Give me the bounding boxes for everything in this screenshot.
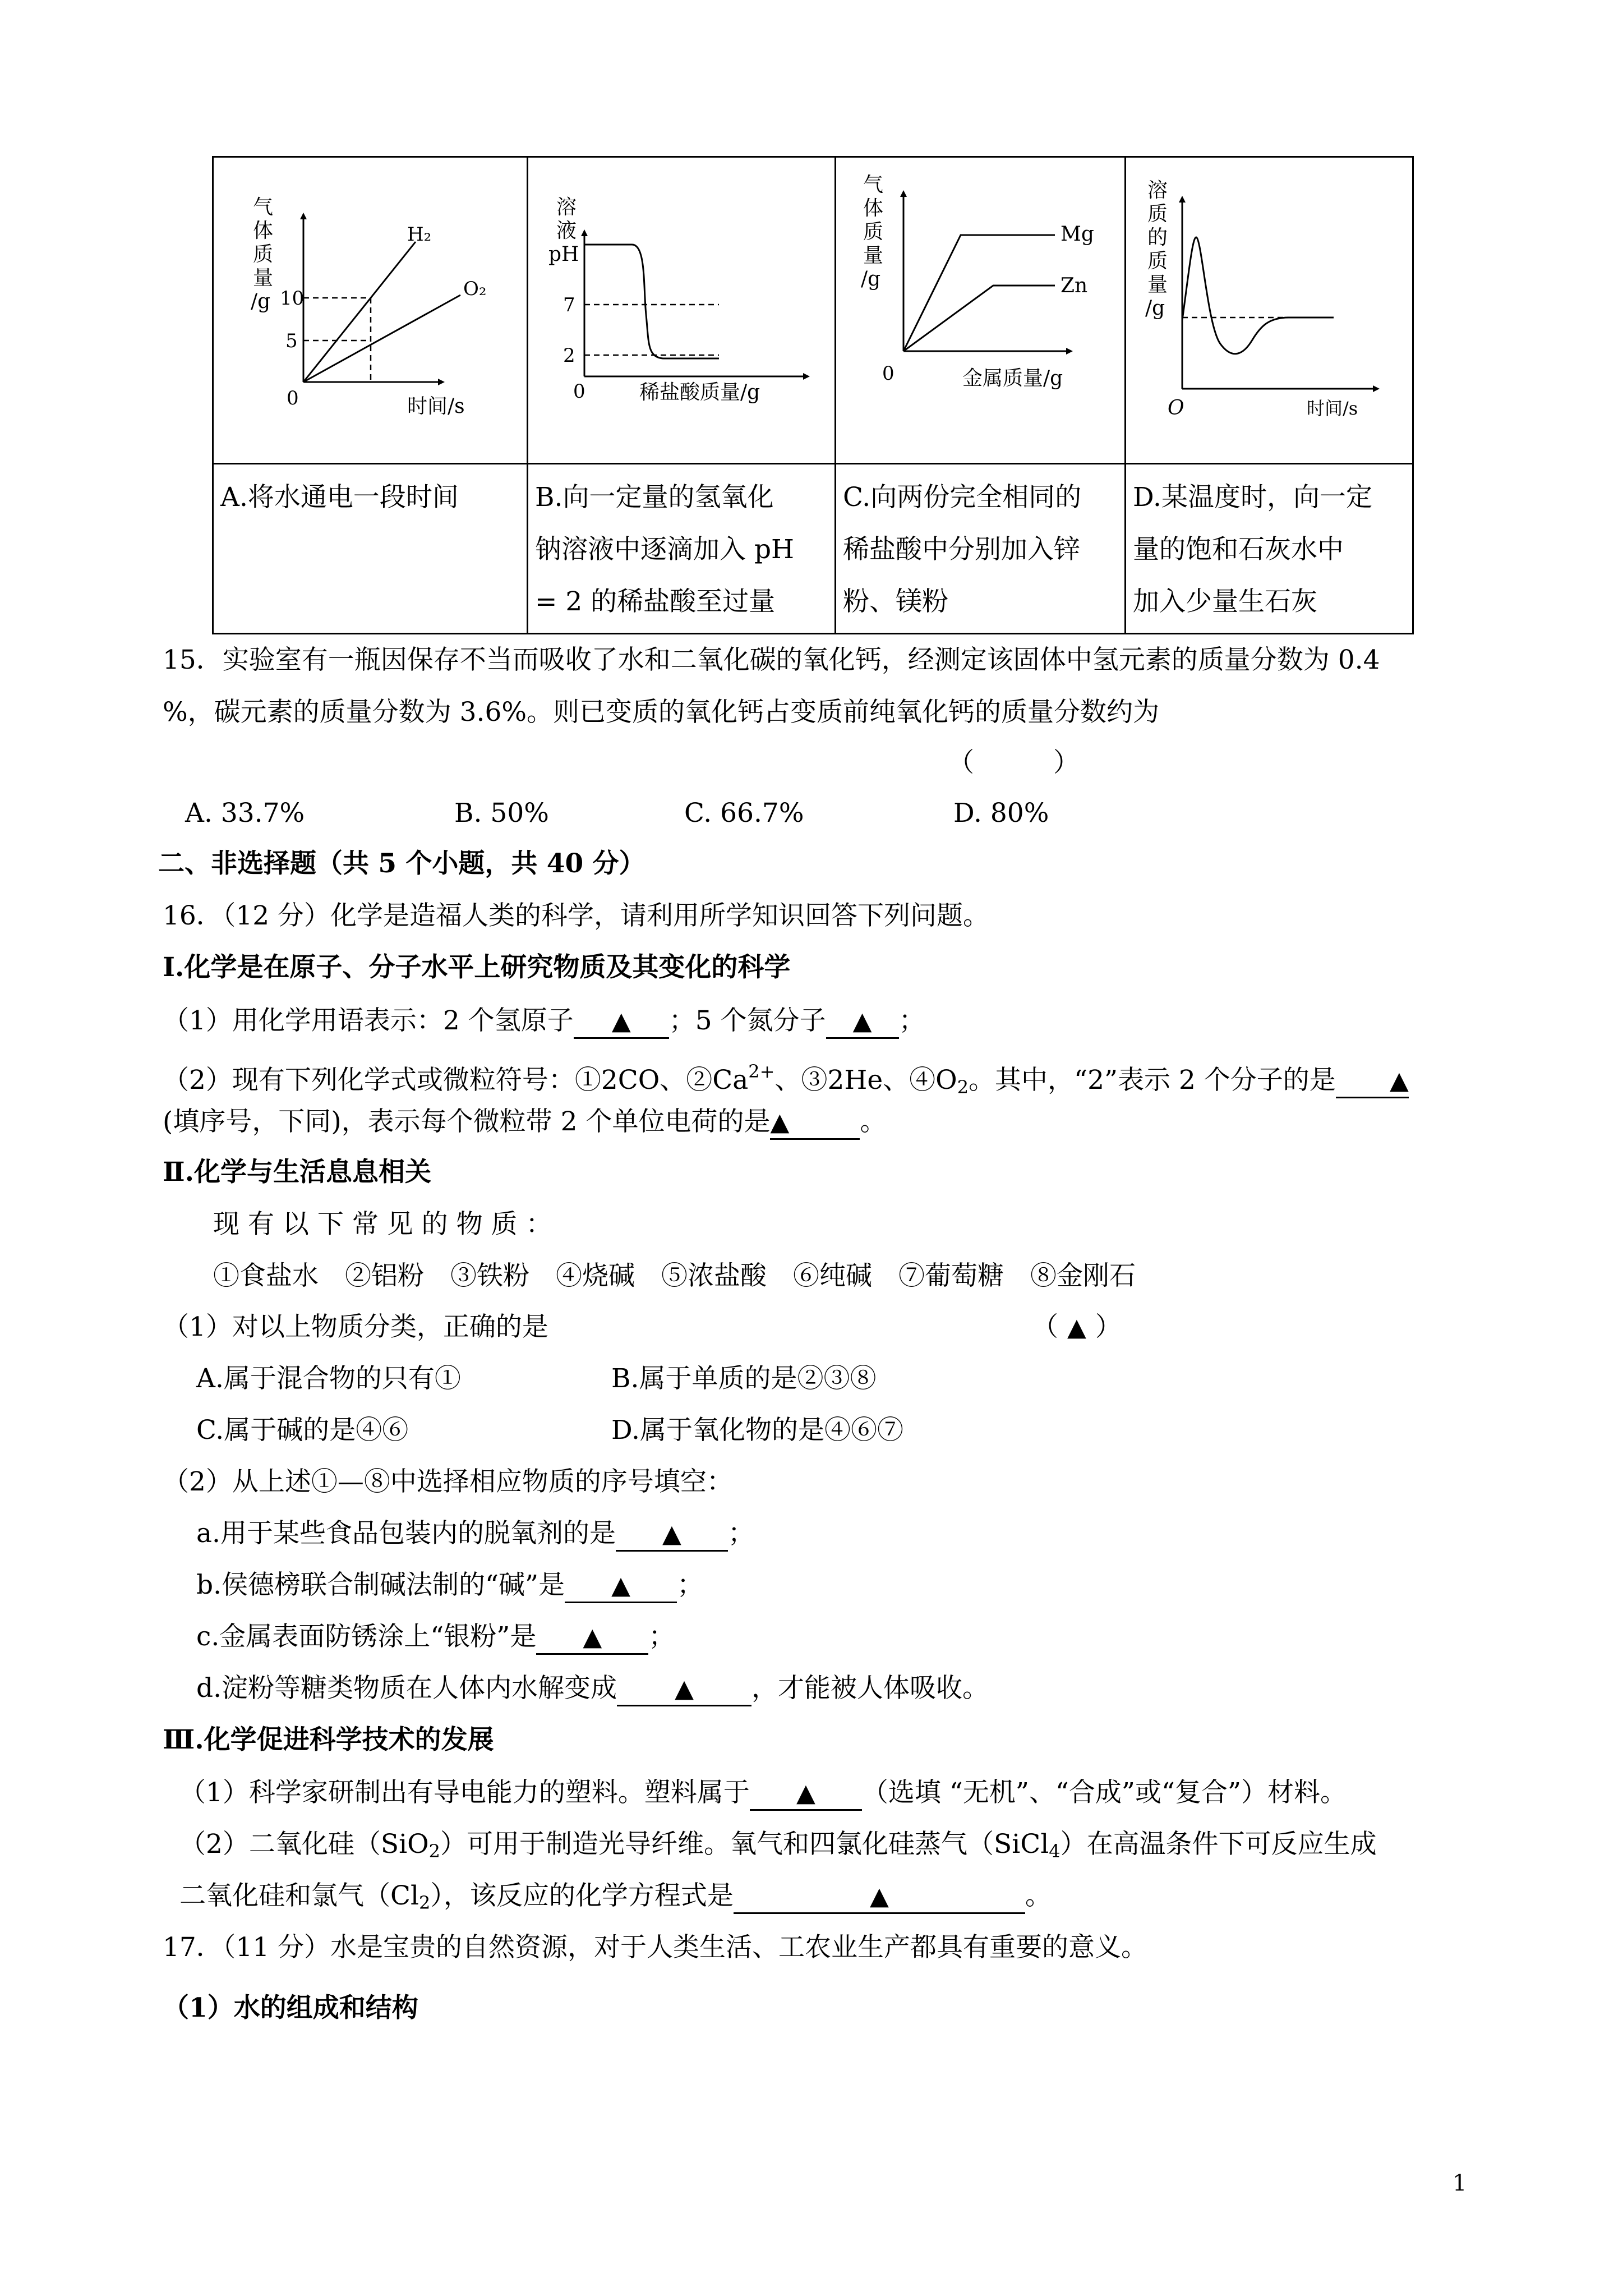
q16-substances-list: ①食盐水 ②铝粉 ③铁粉 ④烧碱 ⑤浓盐酸 ⑥纯碱 ⑦葡萄糖 ⑧金刚石 [213, 1260, 1136, 1291]
answer-blank[interactable] [536, 1621, 648, 1655]
answer-blank[interactable] [750, 1777, 862, 1811]
caption-d: D.某温度时，向一定 量的饱和石灰水中 加入少量生石灰 [1133, 482, 1372, 617]
triangle-marker-icon: ▲ [852, 1007, 872, 1036]
caption-cell-d [1126, 464, 1413, 634]
q17-part1-title: （1）水的组成和结构 [163, 1993, 418, 2023]
graph-d [1126, 158, 1412, 461]
q16-p1-q1: （1）用化学用语表示：2 个氢原子 ▲ ；5 个氮分子 ▲ ； [163, 1004, 925, 1039]
section2-title: 二、非选择题（共 5 个小题，共 40 分） [158, 848, 645, 879]
graph-a-ytick-5: 5 [285, 330, 298, 352]
answer-blank[interactable] [1336, 1065, 1409, 1098]
q16-stem: 16．（12 分）化学是造福人类的科学，请利用所学知识回答下列问题。 [163, 900, 990, 931]
answer-blank[interactable] [574, 1005, 669, 1039]
q17-stem: 17．（11 分）水是宝贵的自然资源，对于人类生活、工农业生产都具有重要的意义。 [163, 1932, 1148, 1963]
q16-part2-title: Ⅱ.化学与生活息息相关 [163, 1157, 431, 1188]
graph-cell-b [528, 157, 836, 464]
triangle-marker-icon: ▲ [770, 1108, 790, 1137]
q16-p3-q1: （1）科学家研制出有导电能力的塑料。塑料属于 ▲ （选填 “无机”、“合成”或“复合”）材料。 [179, 1776, 1347, 1811]
triangle-marker-icon: ▲ [611, 1007, 631, 1036]
caption-cell-c [836, 464, 1126, 634]
triangle-marker-icon: ▲ [796, 1779, 815, 1807]
graph-c-series-zn: Zn [1061, 274, 1088, 297]
answer-blank[interactable] [770, 1106, 860, 1140]
answer-blank[interactable] [826, 1005, 899, 1039]
graph-b [528, 158, 834, 461]
q15-answer-bracket: （ ） [948, 747, 1080, 778]
q16-substances-intro: 现 有 以 下 常 见 的 物 质 ： [213, 1209, 552, 1240]
graph-a-xlabel: 时间/s [407, 395, 465, 418]
options-table [212, 156, 1414, 634]
graph-a-origin: 0 [287, 387, 299, 409]
answer-blank[interactable] [616, 1518, 728, 1552]
triangle-marker-icon: ▲ [869, 1882, 889, 1911]
triangle-marker-icon: ▲ [611, 1571, 631, 1600]
graph-b-origin: 0 [573, 380, 585, 403]
answer-blank[interactable] [617, 1673, 751, 1706]
answer-blank[interactable] [565, 1570, 677, 1603]
q15-line1: 15．实验室有一瓶因保存不当而吸收了水和二氧化碳的氧化钙，经测定该固体中氢元素的质量分数为 0.4 [163, 645, 1380, 675]
graph-a-series-o2: O₂ [463, 278, 487, 300]
q15-option-d: D. 80% [953, 798, 1049, 829]
q15-option-a: A. 33.7% [185, 798, 305, 829]
triangle-marker-icon: ▲ [1067, 1313, 1086, 1342]
graph-c-series-mg: Mg [1061, 223, 1094, 246]
q16-p2-option-a: A.属于混合物的只有① [196, 1363, 461, 1394]
triangle-marker-icon: ▲ [583, 1623, 602, 1651]
q16-p2-q2-d: d.淀粉等糖类物质在人体内水解变成 ▲ ，才能被人体吸收。 [196, 1672, 989, 1706]
caption-a: A.将水通电一段时间 [220, 482, 459, 513]
q16-p2-q2-a: a.用于某些食品包装内的脱氧剂的是 ▲ ； [196, 1517, 754, 1552]
triangle-marker-icon: ▲ [662, 1520, 681, 1548]
graph-a [214, 158, 527, 461]
graph-cell-c [836, 157, 1126, 464]
q15-option-b: B. 50% [454, 798, 549, 829]
q15-line2: %，碳元素的质量分数为 3.6%。则已变质的氧化钙占变质前纯氧化钙的质量分数约为 [163, 697, 1160, 728]
q16-p2-option-c: C.属于碱的是④⑥ [196, 1415, 409, 1446]
caption-cell-b [528, 464, 836, 634]
graph-c-ylabel: 气体质量/g [861, 173, 884, 291]
graph-b-ytick-7: 7 [563, 294, 575, 316]
q16-p2-q2: （2）从上述①—⑧中选择相应物质的序号填空： [163, 1466, 733, 1497]
graph-a-ytick-10: 10 [280, 287, 305, 310]
q16-p2-q2-b: b.侯德榜联合制碱法制的“碱”是 ▲ ； [196, 1568, 703, 1603]
answer-blank[interactable] [734, 1880, 1025, 1914]
graph-c-xlabel: 金属质量/g [962, 367, 1063, 390]
q16-part3-title: Ⅲ.化学促进科学技术的发展 [163, 1724, 494, 1755]
q16-p3-q2-line1: （2）二氧化硅（SiO$_2$）可用于制造光导纤维。氧气和四氯化硅蒸气（SiCl$_4$）在高温条件下可反应生成 [179, 1829, 1377, 1862]
graph-cell-d [1126, 157, 1413, 464]
graph-cell-a [213, 157, 528, 464]
caption-c: C.向两份完全相同的 稀盐酸中分别加入锌 粉、镁粉 [843, 482, 1082, 617]
graph-d-origin: O [1168, 397, 1184, 420]
graph-b-xlabel: 稀盐酸质量/g [639, 381, 760, 404]
graph-c-origin: 0 [882, 362, 895, 385]
triangle-marker-icon: ▲ [1389, 1066, 1409, 1095]
graph-b-ytick-2: 2 [563, 344, 575, 367]
graph-d-xlabel: 时间/s [1307, 398, 1358, 419]
q16-p2-option-d: D.属于氧化物的是④⑥⑦ [611, 1415, 903, 1446]
q16-p2-option-b: B.属于单质的是②③⑧ [611, 1363, 877, 1394]
q16-p2-q2-c: c.金属表面防锈涂上“银粉”是 ▲ ； [196, 1620, 675, 1655]
q16-part1-title: Ⅰ.化学是在原子、分子水平上研究物质及其变化的科学 [163, 952, 791, 983]
graph-b-ylabel: 溶液 pH [548, 196, 579, 266]
q15-option-c: C. 66.7% [684, 798, 804, 829]
page-number: 1 [1453, 2170, 1467, 2196]
q16-p3-q2-line2: 二氧化硅和氯气$(Cl_2)$，该反应的化学方程式是 ▲ 。 [179, 1880, 1052, 1913]
q16-p2-q1-bracket: （ ▲ ） [1032, 1312, 1122, 1342]
q16-p1-q2-line1: （2）现有下列化学式或微粒符号：①2CO、$②Ca^{2+}$、③2He、$④O_2$。其中，“2”表示 2 个分子的是 ▲ [163, 1061, 1409, 1098]
graph-a-series-h2: H₂ [407, 223, 432, 246]
caption-cell-a [213, 464, 528, 634]
graph-d-ylabel: 溶质的质量/g [1145, 179, 1168, 320]
graph-a-ylabel: 气体质量/g [251, 196, 274, 313]
triangle-marker-icon: ▲ [675, 1674, 694, 1703]
q16-p2-q1: （1）对以上物质分类，正确的是 [163, 1312, 548, 1342]
q16-p1-q2-line2: (填序号，下同)，表示每个微粒带 2 个单位电荷的是▲ 。 [163, 1105, 886, 1140]
caption-b: B.向一定量的氢氧化 钠溶液中逐滴加入 pH = 2 的稀盐酸至过量 [535, 482, 795, 617]
graph-c [836, 158, 1124, 461]
